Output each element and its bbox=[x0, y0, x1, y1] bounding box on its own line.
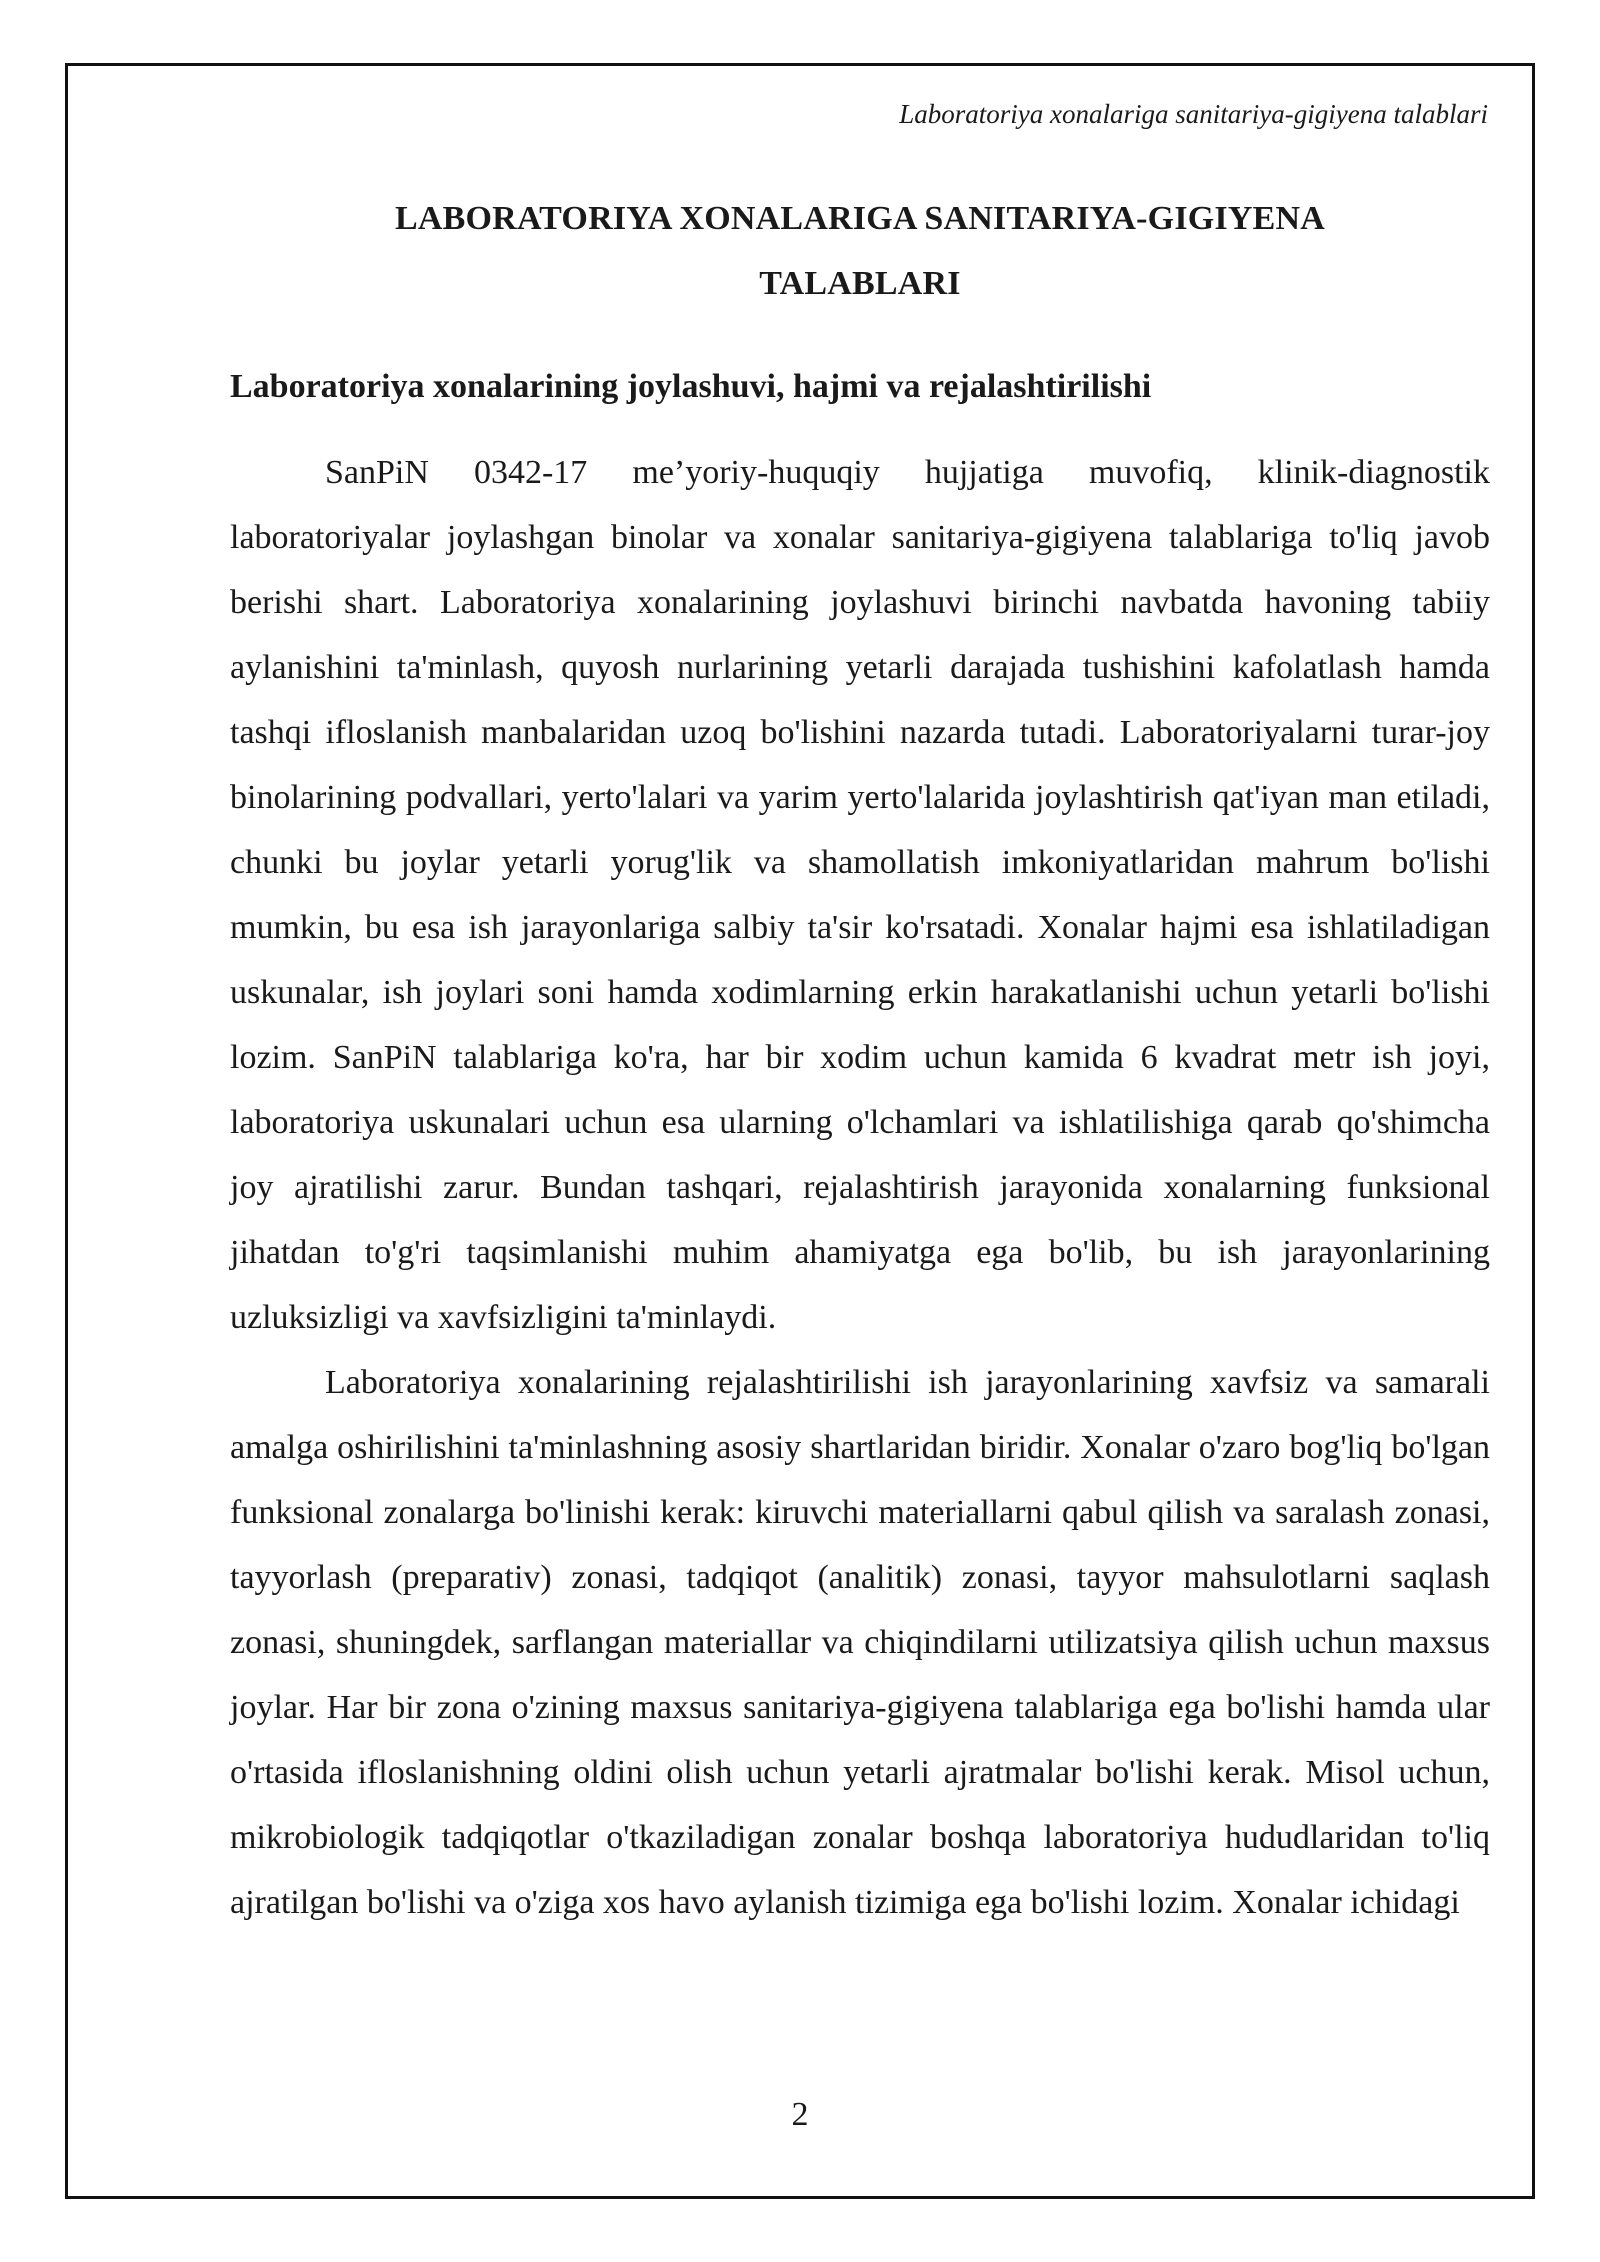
page-number: 2 bbox=[791, 2096, 809, 2133]
body-text bbox=[230, 440, 1490, 1935]
running-header: Laboratoriya xonalariga sanitariya-gigiyena talablari bbox=[899, 99, 1488, 129]
document-title-line-2: TALABLARI bbox=[759, 265, 961, 302]
document-title-line-1: LABORATORIYA XONALARIGA SANITARIYA-GIGIYENA bbox=[395, 200, 1325, 237]
section-heading: Laboratoriya xonalarining joylashuvi, hajmi va rejalashtirilishi bbox=[230, 368, 1152, 405]
paragraph: Laboratoriya xonalarining rejalashtirilishi ish jarayonlarining xavfsiz va samarali amalga oshirilishini ta'minlashning asosiy shartlaridan biridir. Xonalar o'zaro bog'liq bo'lgan funksional zonalarga bo'linishi kerak: kiruvchi materiallarni qabul qilish va saralash zonasi, tayyorlash (preparativ) zonasi, tadqiqot (analitik) zonasi, tayyor mahsulotlarni saqlash zonasi, shuningdek, sarflangan materiallar va chiqindilarni utilizatsiya qilish uchun maxsus joylar. Har bir zona o'zining maxsus sanitariya-gigiyena talablariga ega bo'lishi hamda ular o'rtasida ifloslanishning oldini olish uchun yetarli ajratmalar bo'lishi kerak. Misol uchun, mikrobiologik tadqiqotlar o'tkaziladigan zonalar boshqa laboratoriya hududlaridan to'liq ajratilgan bo'lishi va o'ziga xos havo aylanish tizimiga ega bo'lishi lozim. Xonalar ichidagi bbox=[230, 1364, 1490, 1921]
paragraph: SanPiN 0342-17 me’yoriy-huquqiy hujjatiga muvofiq, klinik-diagnostik laboratoriyalar joylashgan binolar va xonalar sanitariya-gigiyena talablariga to'liq javob berishi shart. Laboratoriya xonalarining joylashuvi birinchi navbatda havoning tabiiy aylanishini ta'minlash, quyosh nurlarining yetarli darajada tushishini kafolatlash hamda tashqi ifloslanish manbalaridan uzoq bo'lishini nazarda tutadi. Laboratoriyalarni turar-joy binolarining podvallari, yerto'lalari va yarim yerto'lalarida joylashtirish qat'iyan man etiladi, chunki bu joylar yetarli yorug'lik va shamollatish imkoniyatlaridan mahrum bo'lishi mumkin, bu esa ish jarayonlariga salbiy ta'sir ko'rsatadi. Xonalar hajmi esa ishlatiladigan uskunalar, ish joylari soni hamda xodimlarning erkin harakatlanishi uchun yetarli bo'lishi lozim. SanPiN talablariga ko'ra, har bir xodim uchun kamida 6 kvadrat metr ish joyi, laboratoriya uskunalari uchun esa ularning o'lchamlari va ishlatilishiga qarab qo'shimcha joy ajratilishi zarur. Bundan tashqari, rejalashtirish jarayonida xonalarning funksional jihatdan to'g'ri taqsimlanishi muhim ahamiyatga ega bo'lib, bu ish jarayonlarining uzluksizligi va xavfsizligini ta'minlaydi. bbox=[230, 454, 1490, 1336]
document-title bbox=[230, 186, 1490, 316]
